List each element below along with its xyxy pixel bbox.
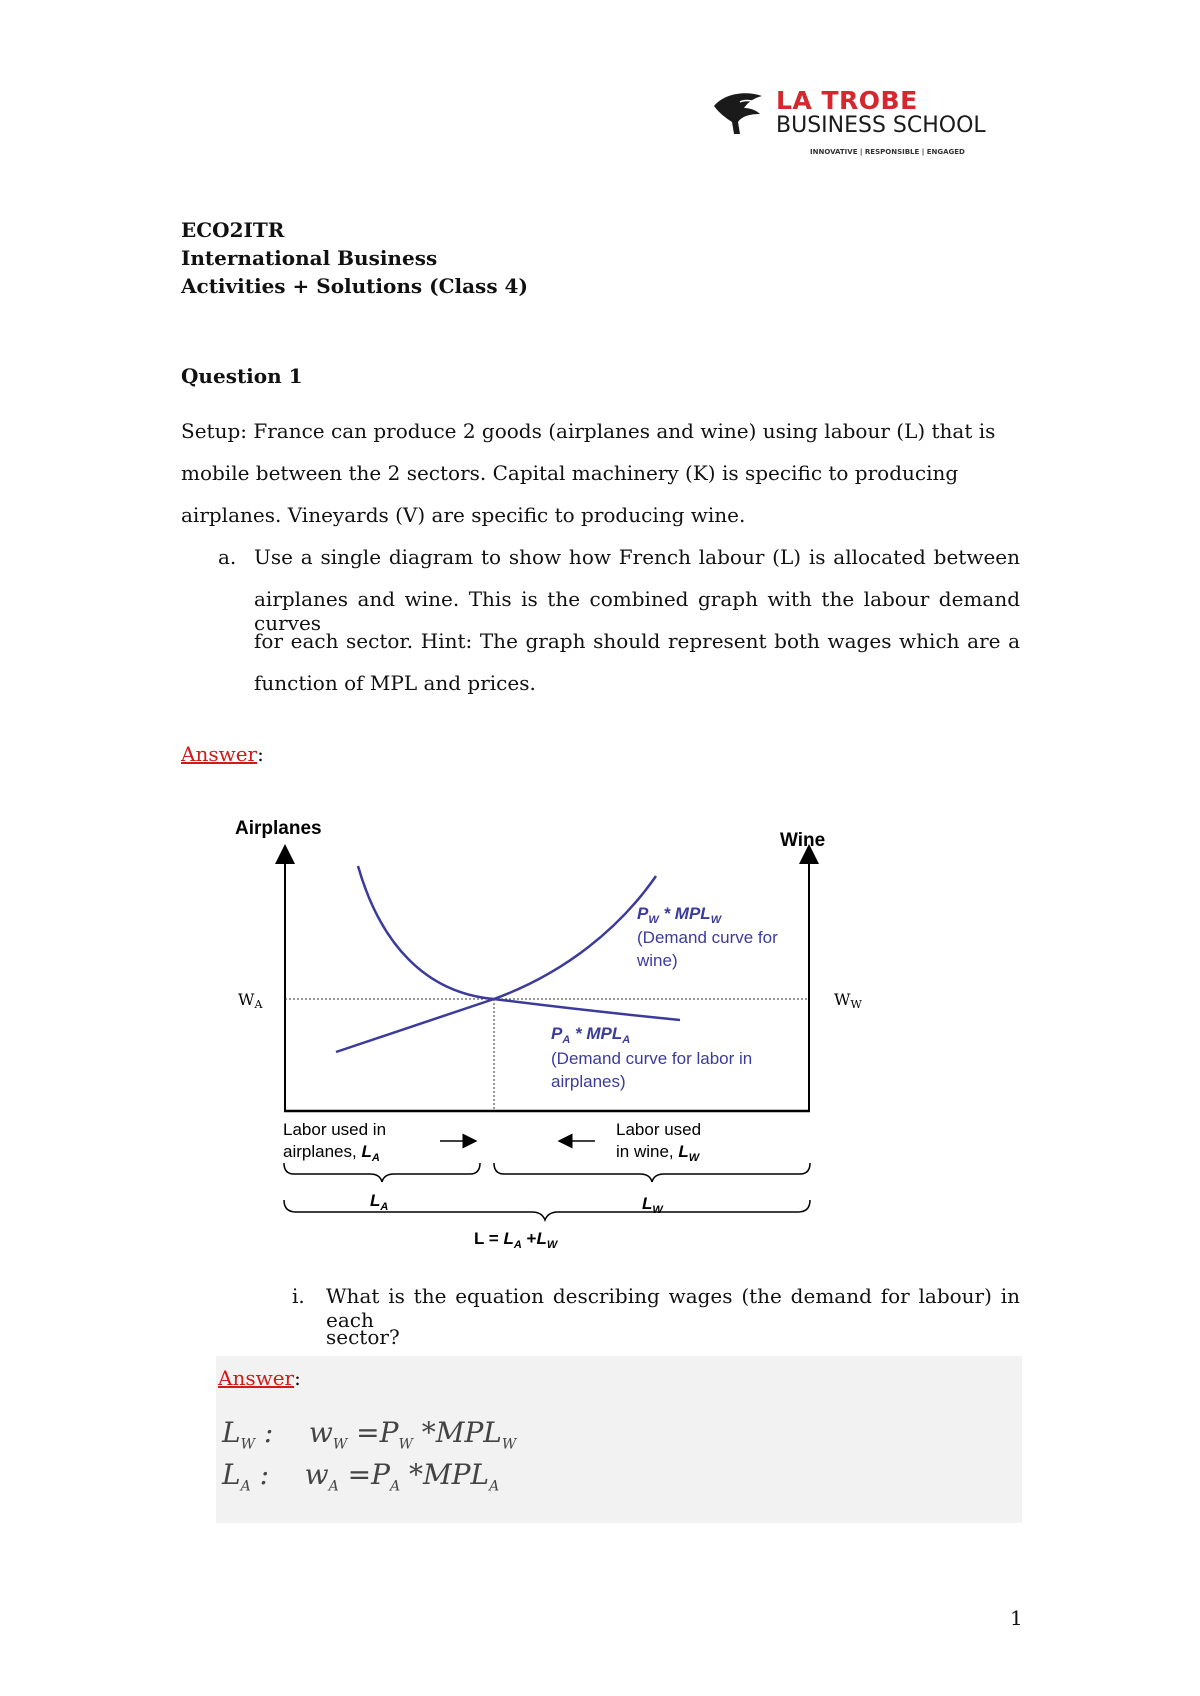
left-wage-label: WA	[238, 990, 263, 1011]
logo-line-2: BUSINESS SCHOOL	[776, 113, 986, 138]
equation-wine: $L_W$ : $w_W =P_W$ $*MPL_W$	[222, 1416, 517, 1453]
part-a-line-1: Use a single diagram to show how French labour (L) is allocated between	[254, 545, 1020, 569]
sub-i-line-2: sector?	[326, 1325, 400, 1349]
part-a-line-4: function of MPL and prices.	[254, 671, 536, 695]
equation-airplanes: $L_A$ : $w_A =P_A$ $*MPL_A$	[222, 1458, 500, 1495]
setup-line-3: airplanes. Vineyards (V) are specific to producing wine.	[181, 503, 746, 527]
air-curve-label: $P_A * MPL_A$	[551, 1024, 631, 1046]
brace-la-label: $L_A$	[370, 1191, 389, 1213]
sub-i-label: i.	[292, 1284, 305, 1308]
course-name: International Business	[181, 246, 438, 270]
brace-lw-label: $L_W$	[642, 1194, 663, 1216]
question-title: Question 1	[181, 364, 303, 388]
brace-lw	[494, 1163, 810, 1182]
brace-total	[284, 1200, 810, 1220]
sub-i-line-1: What is the equation describing wages (the demand for labour) in each	[326, 1284, 1020, 1332]
course-code: ECO2ITR	[181, 218, 285, 242]
setup-line-2: mobile between the 2 sectors. Capital machinery (K) is specific to producing	[181, 461, 959, 485]
brace-la	[284, 1163, 480, 1182]
part-a-label: a.	[218, 545, 237, 569]
wine-curve-desc-1: (Demand curve for	[637, 928, 778, 947]
logo-tagline: INNOVATIVE | RESPONSIBLE | ENGAGED	[810, 148, 965, 156]
specific-factors-diagram	[220, 808, 900, 1260]
page-number: 1	[1010, 1606, 1023, 1630]
answer2-label-text: Answer	[218, 1366, 295, 1390]
labor-air-line-2: airplanes, $L_A$	[283, 1142, 380, 1164]
la-trobe-logo	[710, 82, 1010, 162]
right-axis-label: Wine	[780, 830, 826, 851]
answer2-label: Answer:	[218, 1366, 301, 1390]
air-curve-desc-2: airplanes)	[551, 1072, 626, 1091]
wine-curve-label: $P_W * MPL_W$	[637, 904, 722, 926]
part-a-line-2: airplanes and wine. This is the combined graph with the labour demand curves	[254, 587, 1020, 635]
page-subtitle: Activities + Solutions (Class 4)	[181, 274, 528, 298]
right-wage-label: WW	[834, 990, 862, 1011]
air-curve-desc-1: (Demand curve for labor in	[551, 1049, 753, 1068]
answer-label-text: Answer	[181, 742, 258, 766]
part-a-line-3: for each sector. Hint: The graph should represent both wages which are a	[254, 629, 1020, 653]
setup-line-1: Setup: France can produce 2 goods (airplanes and wine) using labour (L) that is	[181, 419, 996, 443]
airplanes-demand-curve	[358, 866, 680, 1020]
logo-line-1: LA TROBE	[776, 86, 918, 115]
wine-curve-desc-2: wine)	[637, 951, 678, 970]
labor-wine-line-2: in wine, $L_W$	[616, 1142, 700, 1164]
total-labor-label: $L = L_A +L_W$	[474, 1229, 558, 1251]
answer-label: Answer:	[181, 742, 264, 766]
left-axis-label: Airplanes	[235, 818, 322, 839]
labor-wine-line-1: Labor used	[616, 1120, 702, 1139]
eagle-logo-icon	[710, 88, 770, 138]
labor-air-line-1: Labor used in	[283, 1120, 387, 1139]
